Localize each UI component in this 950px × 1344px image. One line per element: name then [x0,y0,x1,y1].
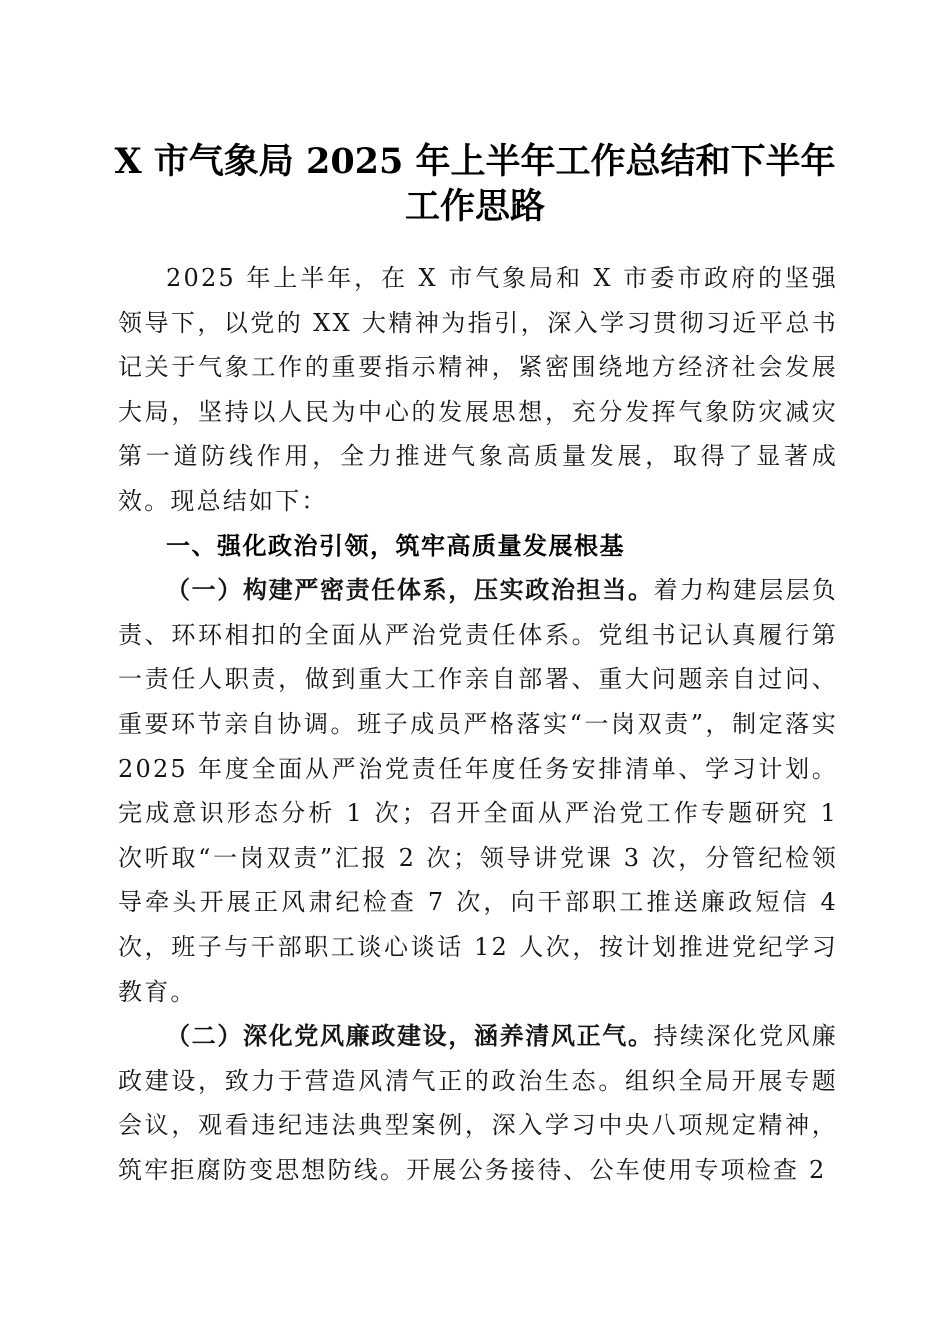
document-body [118,256,838,1192]
document-title-line-2: 工作思路 [404,186,545,227]
document-title-line-1: X 市气象局 2025 年上半年工作总结和下半年 [114,141,836,182]
intro-paragraph: 2025 年上半年，在 X 市气象局和 X 市委市政府的坚强领导下，以党的 XX 大精神为指引，深入学习贯彻习近平总书记关于气象工作的重要指示精神，紧密围绕地方经济社会发展大局，坚持以人民为中心的发展思想，充分发挥气象防灾减灾第一道防线作用，全力推进气象高质量发展，取得了显著成效。现总结如下： [118,264,838,515]
item-body-1: 着力构建层层负责、环环相扣的全面从严治党责任体系。党组书记认真履行第一责任人职责，做到重大工作亲自部署、重大问题亲自过问、重要环节亲自协调。班子成员严格落实“一岗双责”，制定落实 2025 年度全面从严治党责任年度任务安排清单、学习计划。完成意识形态分析 1 次；召开全面从严治党工作专题研究 1 次听取“一岗双责”汇报 2 次；领导讲党课 3 次，分管纪检领导牵头开展正风肃纪检查 7 次，向干部职工推送廉政短信 4 次，班子与干部职工谈心谈话 12 人次，按计划推进党纪学习教育。 [118,576,839,1006]
item-paragraph-1 [118,568,838,1014]
item-heading-2: （二）深化党风廉政建设，涵养清风正气。 [166,1022,654,1051]
item-heading-1: （一）构建严密责任体系，压实政治担当。 [166,576,654,605]
section-heading-1: 一、强化政治引领，筑牢高质量发展根基 [166,531,625,560]
item-paragraph-2 [118,1014,838,1192]
item-body-2: 持续深化党风廉政建设，致力于营造风清气正的政治生态。组织全局开展专题会议，观看违纪违法典型案例，深入学习中央八项规定精神，筑牢拒腐防变思想防线。开展公务接待、公车使用专项检查 2 [118,1022,839,1184]
